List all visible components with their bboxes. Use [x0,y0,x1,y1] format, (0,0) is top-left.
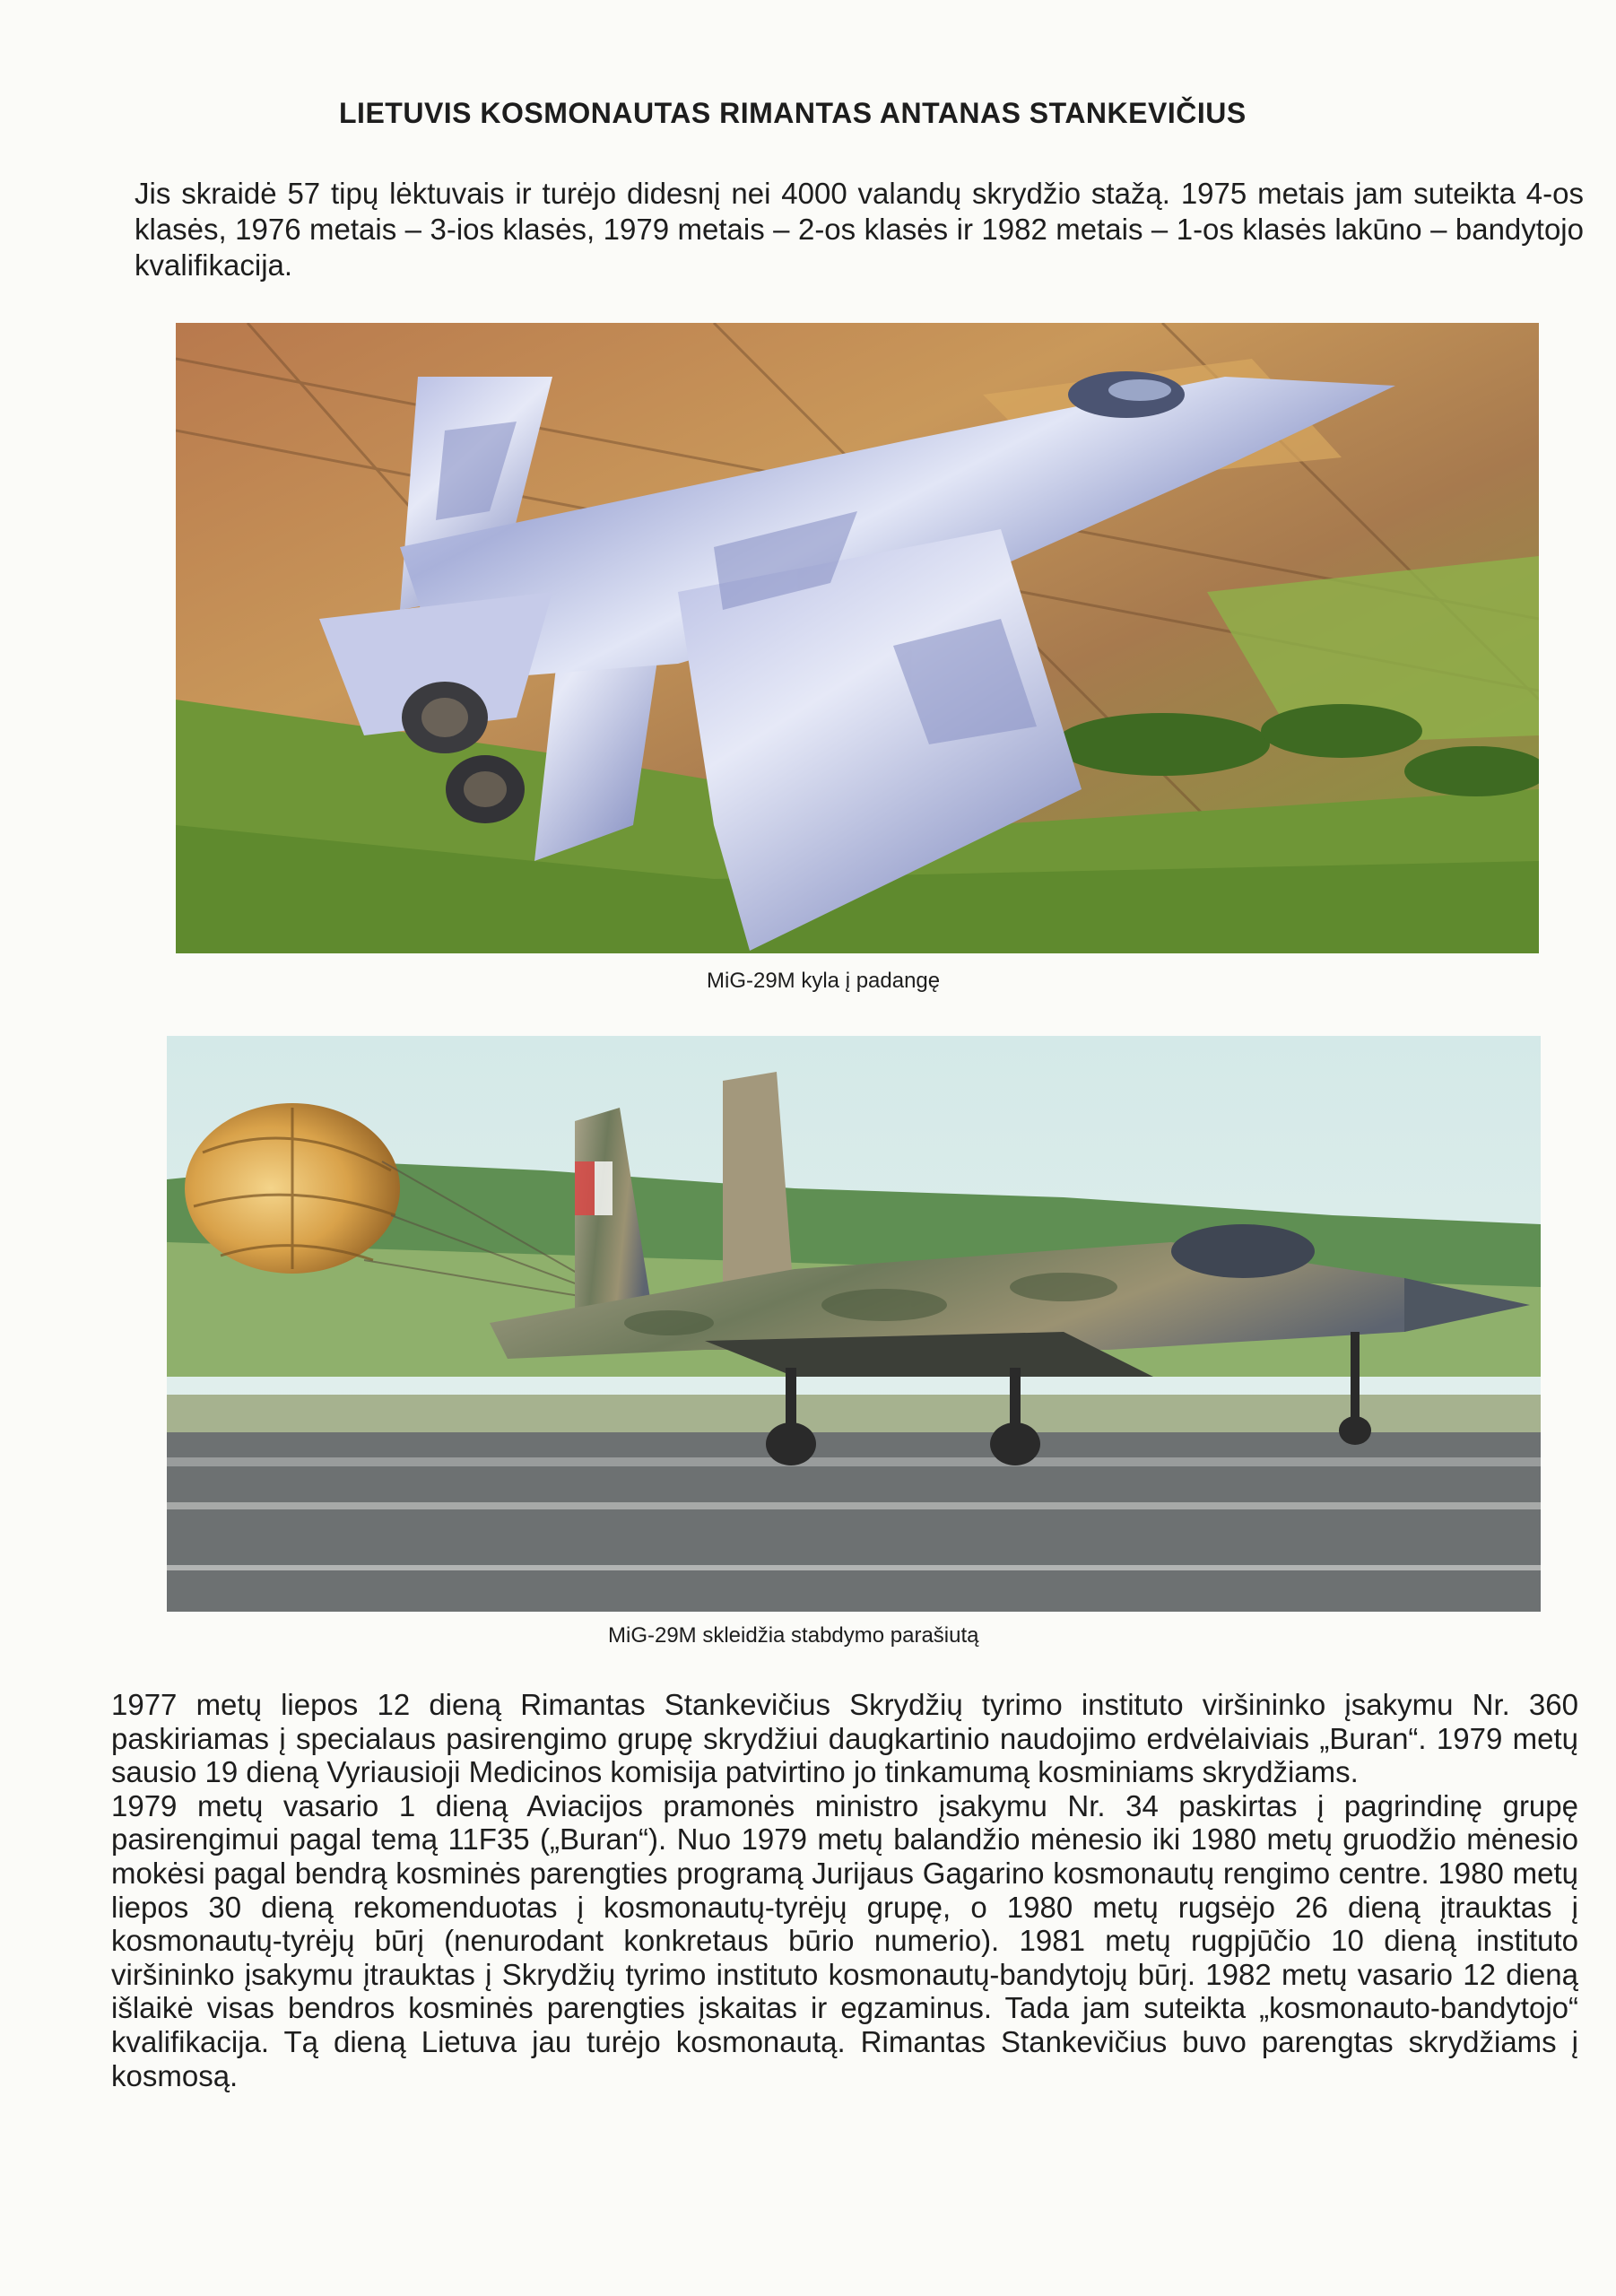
figure-caption-takeoff: MiG-29M kyla į padangę [707,969,941,993]
intro-paragraph: Jis skraidė 57 tipų lėktuvais ir turėjo didesnį nei 4000 valandų skrydžio stažą. 1975 metais jam suteikta 4-os klasės, 1976 metais – 3-ios klasės, 1979 metais – 2-os klasės ir 1982 metais – 1-os klasės lakūno – bandytojo kvalifikacija. [135,177,1584,282]
body-paragraph: 1979 metų vasario 1 dieną Aviacijos pramonės ministro įsakymu Nr. 34 paskirtas į pagrindinę grupę pasirengimui pagal temą 11F35 („Buran“). Nuo 1979 metų balandžio mėnesio iki 1980 metų gruodžio mėnesio mokėsi pagal bendrą kosminės parengties programą Jurijaus Gagarino kosmonautų rengimo centre. 1980 metų liepos 30 dieną rekomenduotas į kosmonautų-tyrėjų grupę, o 1980 metų rugsėjo 26 dieną įtrauktas į kosmonautų-tyrėjų būrį (nenurodant konkretaus būrio numerio). 1981 metų rugpjūčio 10 dieną instituto viršininko įsakymu įtrauktas į Skrydžių tyrimo instituto kosmonautų-bandytojų būrį. 1982 metų vasario 12 dieną išlaikė visas bendros kosminės parengties įskaitas ir egzaminus. Tada jam suteikta „kosmonauto-bandytojo“ kvalifikacija. Tą dieną Lietuva jau turėjo kosmonautą. Rimantas Stankevičius buvo parengtas skrydžiams į kosmosą. [111,1788,1578,2092]
figure-caption-parachute: MiG-29M skleidžia stabdymo parašiutą [608,1623,979,1648]
mig-29m-landing-parachute-photo [167,1036,1541,1612]
body-paragraph: 1977 metų liepos 12 dieną Rimantas Stankevičius Skrydžių tyrimo instituto viršininko įsakymu Nr. 360 paskiriamas į specialaus pasirengimo grupę skrydžiui daugkartinio naudojimo erdvėlaiviais „Buran“. 1979 metų sausio 19 dieną Vyriausioji Medicinos komisija patvirtino jo tinkamumą kosminiams skrydžiams. [111,1688,1578,1789]
body-text [111,1688,1578,2092]
mig-29m-takeoff-photo [176,323,1539,953]
page-title: LIETUVIS KOSMONAUTAS RIMANTAS ANTANAS STANKEVIČIUS [339,97,1247,129]
